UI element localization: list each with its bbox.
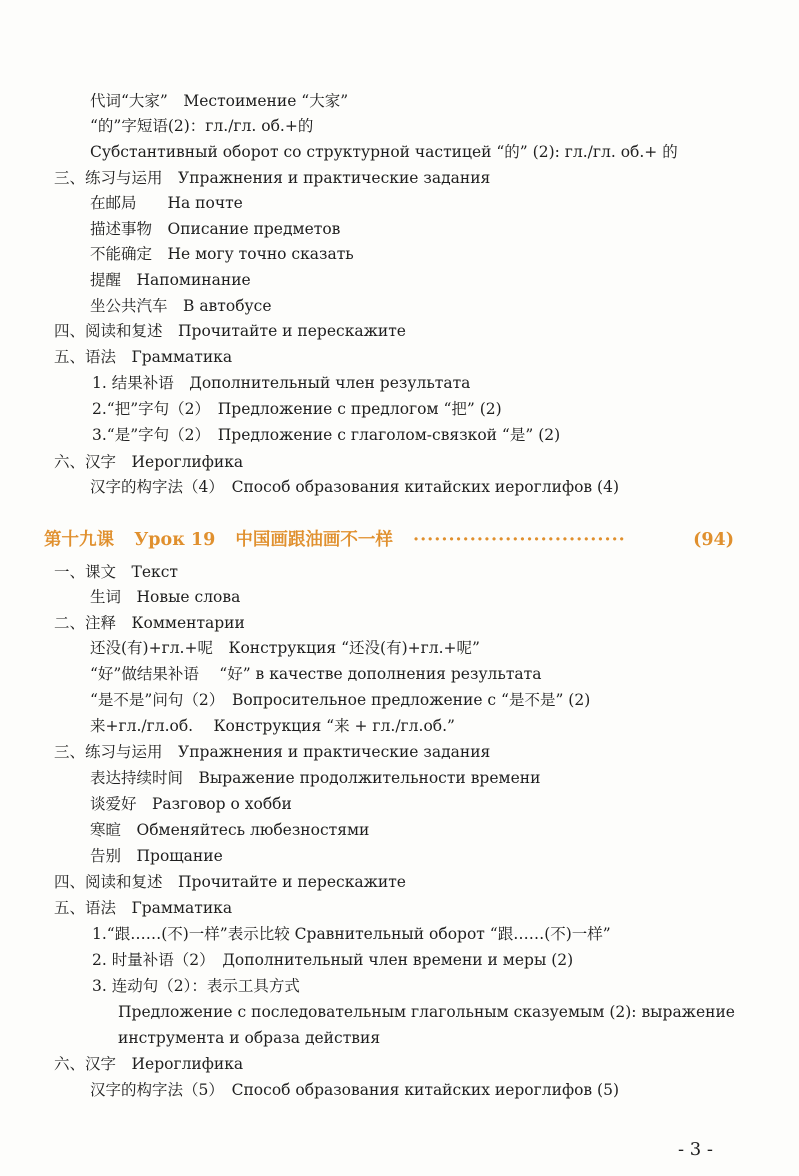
toc-line: 六、汉字 Иероглифика bbox=[54, 1055, 244, 1073]
toc-line: 三、练习与运用 Упражнения и практические задания bbox=[54, 743, 491, 761]
toc-line: “是不是”问句（2） Вопросительное предложение с “是不是” (2) bbox=[90, 691, 591, 709]
toc-line: 二、注释 Комментарии bbox=[54, 614, 245, 632]
toc-line: 来+гл./гл.об. Конструкция “来 + гл./гл.об.” bbox=[90, 717, 455, 735]
leader-dots: ······························ bbox=[412, 530, 626, 550]
toc-line: 生词 Новые слова bbox=[90, 588, 241, 606]
toc-line: 代词“大家” Местоимение “大家” bbox=[90, 92, 349, 110]
toc-line: “的”字短语(2)：гл./гл. об.+的 bbox=[90, 117, 314, 135]
toc-line: Субстантивный оборот со структурной частицей “的” (2): гл./гл. об.+ 的 bbox=[90, 143, 678, 161]
toc-line: 六、汉字 Иероглифика bbox=[54, 453, 244, 471]
toc-line: 3.“是”字句（2） Предложение с глаголом-связкой “是” (2) bbox=[92, 426, 561, 444]
toc-line: 汉字的构字法（4） Способ образования китайских иероглифов (4) bbox=[90, 478, 620, 496]
toc-line: 五、语法 Грамматика bbox=[54, 348, 233, 366]
toc-line: 四、阅读和复述 Прочитайте и перескажите bbox=[54, 322, 406, 340]
toc-line: инструмента и образа действия bbox=[118, 1029, 381, 1047]
toc-line: 表达持续时间 Выражение продолжительности времени bbox=[90, 769, 541, 787]
toc-line: 1. 结果补语 Дополнительный член результата bbox=[92, 374, 471, 392]
lesson-heading bbox=[44, 527, 734, 553]
lesson-page-ref: (94) bbox=[693, 530, 734, 550]
toc-line: “好”做结果补语 “好” в качестве дополнения результата bbox=[90, 665, 542, 683]
toc-line: 汉字的构字法（5） Способ образования китайских иероглифов (5) bbox=[90, 1081, 620, 1099]
toc-line: 3. 连动句（2）：表示工具方式 bbox=[92, 977, 300, 995]
toc-line: Предложение с последовательным глагольным сказуемым (2): выражение bbox=[118, 1003, 735, 1021]
toc-line: 2. 时量补语（2） Дополнительный член времени и меры (2) bbox=[92, 951, 574, 969]
toc-line: 在邮局 На почте bbox=[90, 194, 243, 212]
toc-line: 1.“跟……(不)一样”表示比较 Сравнительный оборот “跟……(不)一样” bbox=[92, 925, 611, 943]
toc-line: 四、阅读和复述 Прочитайте и перескажите bbox=[54, 873, 406, 891]
toc-line: 寒暄 Обменяйтесь любезностями bbox=[90, 821, 370, 839]
toc-line: 2.“把”字句（2） Предложение с предлогом “把” (2) bbox=[92, 400, 502, 418]
toc-line: 一、课文 Текст bbox=[54, 563, 178, 581]
toc-line: 还没(有)+гл.+呢 Конструкция “还没(有)+гл.+呢” bbox=[90, 639, 480, 657]
lesson-title: 中国画跟油画不一样 bbox=[235, 530, 393, 550]
toc-line: 谈爱好 Разговор о хобби bbox=[90, 795, 292, 813]
toc-line: 坐公共汽车 В автобусе bbox=[90, 297, 272, 315]
lesson-number-cn: 第十九课 bbox=[44, 530, 114, 550]
toc-line: 提醒 Напоминание bbox=[90, 271, 251, 289]
toc-line: 描述事物 Описание предметов bbox=[90, 220, 341, 238]
toc-line: 三、练习与运用 Упражнения и практические задания bbox=[54, 169, 491, 187]
toc-line: 告别 Прощание bbox=[90, 847, 223, 865]
lesson-number-ru: Урок 19 bbox=[134, 530, 216, 550]
toc-line: 不能确定 Не могу точно сказать bbox=[90, 245, 354, 263]
page-number: - 3 - bbox=[677, 1139, 713, 1160]
toc-line: 五、语法 Грамматика bbox=[54, 899, 233, 917]
